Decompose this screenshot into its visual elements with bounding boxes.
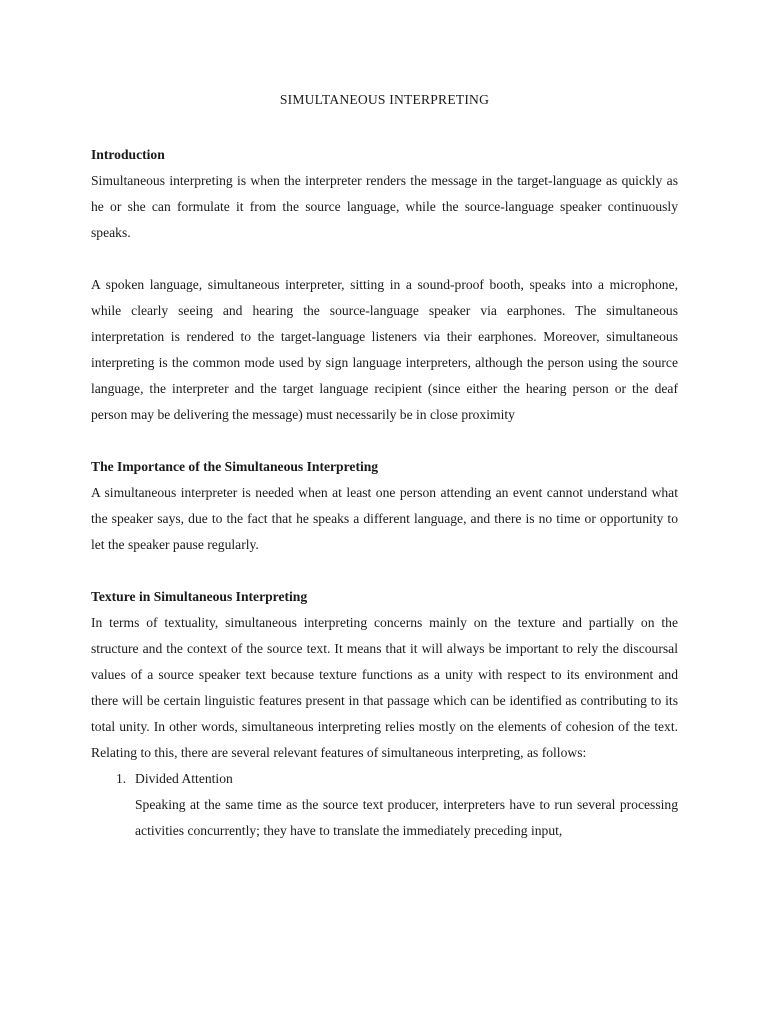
- paragraph-importance-1: A simultaneous interpreter is needed when at least one person attending an event cannot understand what the speaker says, due to the fact that he speaks a different language, and there is no time or opportunity to let the speaker pause regularly.: [91, 485, 678, 552]
- heading-importance: The Importance of the Simultaneous Interpreting: [91, 459, 379, 474]
- list-item: [91, 766, 678, 844]
- section-spacer: [91, 558, 678, 584]
- section-texture: [91, 584, 678, 844]
- section-introduction: [91, 142, 678, 428]
- feature-list: [91, 766, 678, 844]
- paragraph-introduction-2: A spoken language, simultaneous interpreter, sitting in a sound-proof booth, speaks into a microphone, while clearly seeing and hearing the source-language speaker via earphones. The simultaneous interpretation is rendered to the target-language listeners via their earphones. Moreover, simultaneous interpreting is the common mode used by sign language interpreters, although the person using the source language, the interpreter and the target language recipient (since either the hearing person or the deaf person may be delivering the message) must necessarily be in close proximity: [91, 277, 678, 422]
- document-page: [91, 90, 678, 844]
- paragraph-spacer: [91, 246, 678, 272]
- section-importance: [91, 454, 678, 558]
- paragraph-introduction-1: Simultaneous interpreting is when the interpreter renders the message in the target-language as quickly as he or she can formulate it from the source language, while the source-language speaker continuously speaks.: [91, 173, 678, 240]
- section-spacer: [91, 428, 678, 454]
- list-item-body: Speaking at the same time as the source text producer, interpreters have to run several processing activities concurrently; they have to translate the immediately preceding input,: [135, 797, 678, 838]
- list-item-label: Divided Attention: [135, 771, 233, 786]
- document-title: SIMULTANEOUS INTERPRETING: [279, 92, 490, 107]
- heading-texture: Texture in Simultaneous Interpreting: [91, 589, 308, 604]
- list-item-number: 1.: [116, 771, 127, 786]
- heading-introduction: Introduction: [91, 147, 165, 162]
- paragraph-texture-1: In terms of textuality, simultaneous interpreting concerns mainly on the texture and partially on the structure and the context of the source text. It means that it will always be important to rely the discoursal values of a source speaker text because texture functions as a unity with respect to its environment and there will be certain linguistic features present in that passage which can be identified as contributing to its total unity. In other words, simultaneous interpreting relies mostly on the elements of cohesion of the text. Relating to this, there are several relevant features of simultaneous interpreting, as follows:: [91, 615, 678, 760]
